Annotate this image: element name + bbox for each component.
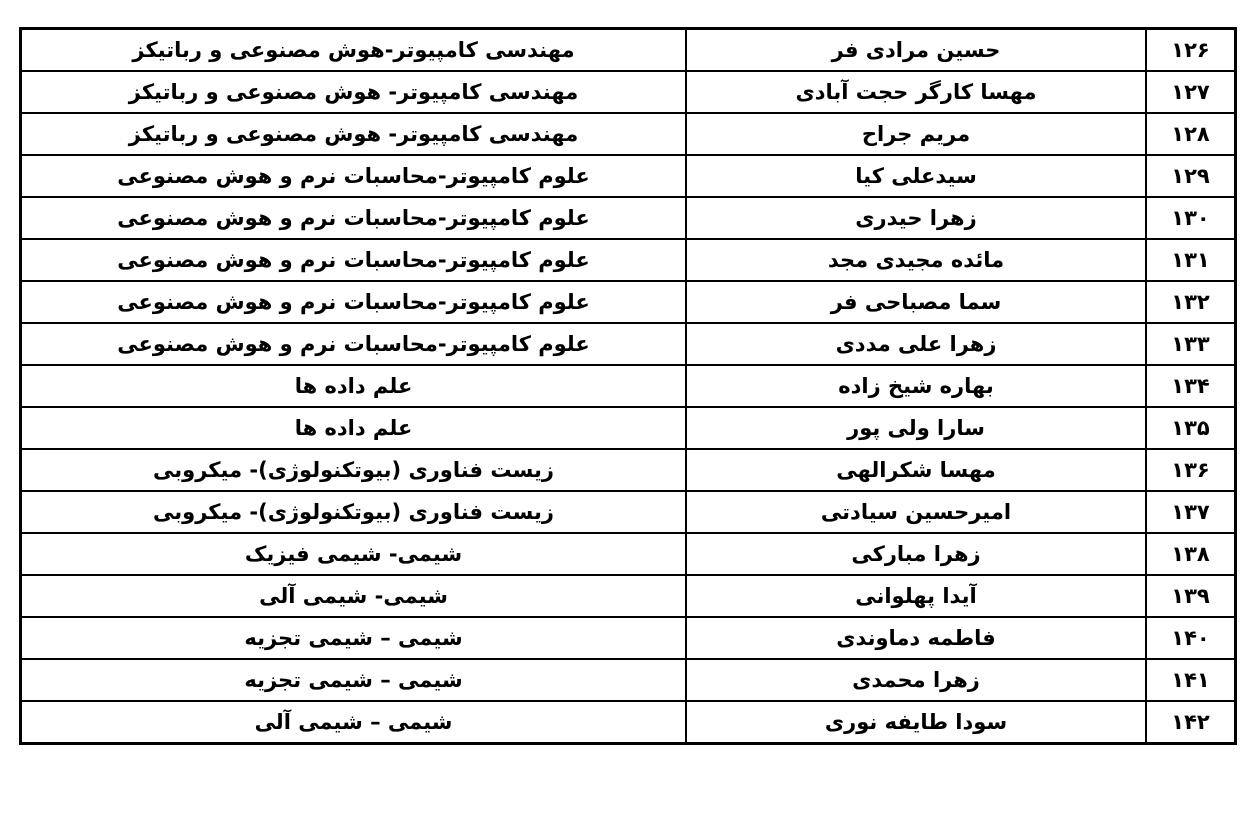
- row-number-cell: ۱۲۸: [1146, 113, 1236, 155]
- field-of-study-cell: علوم کامپیوتر-محاسبات نرم و هوش مصنوعی: [21, 197, 687, 239]
- table-row: [21, 365, 1236, 407]
- table-row: [21, 239, 1236, 281]
- table-row: [21, 575, 1236, 617]
- field-of-study-cell: علوم کامپیوتر-محاسبات نرم و هوش مصنوعی: [21, 281, 687, 323]
- table-row: [21, 281, 1236, 323]
- row-number-cell: ۱۴۱: [1146, 659, 1236, 701]
- student-table: [19, 27, 1237, 745]
- row-number-cell: ۱۳۵: [1146, 407, 1236, 449]
- table-body: [21, 29, 1236, 744]
- field-of-study-cell: علم داده ها: [21, 407, 687, 449]
- table-row: [21, 113, 1236, 155]
- field-of-study-cell: علوم کامپیوتر-محاسبات نرم و هوش مصنوعی: [21, 239, 687, 281]
- student-name-cell: مائده مجیدی مجد: [686, 239, 1146, 281]
- table-row: [21, 71, 1236, 113]
- row-number-cell: ۱۲۶: [1146, 29, 1236, 72]
- student-name-cell: زهرا حیدری: [686, 197, 1146, 239]
- table-row: [21, 491, 1236, 533]
- field-of-study-cell: علم داده ها: [21, 365, 687, 407]
- student-name-cell: سودا طایفه نوری: [686, 701, 1146, 744]
- field-of-study-cell: مهندسی کامپیوتر-هوش مصنوعی و رباتیکز: [21, 29, 687, 72]
- table-row: [21, 407, 1236, 449]
- row-number-cell: ۱۳۶: [1146, 449, 1236, 491]
- field-of-study-cell: زیست فناوری (بیوتکنولوژی)- میکروبی: [21, 491, 687, 533]
- field-of-study-cell: شیمی – شیمی آلی: [21, 701, 687, 744]
- row-number-cell: ۱۴۰: [1146, 617, 1236, 659]
- field-of-study-cell: شیمی – شیمی تجزیه: [21, 659, 687, 701]
- student-name-cell: سیدعلی کیا: [686, 155, 1146, 197]
- student-name-cell: مهسا شکرالهی: [686, 449, 1146, 491]
- student-name-cell: زهرا محمدی: [686, 659, 1146, 701]
- table-row: [21, 155, 1236, 197]
- field-of-study-cell: علوم کامپیوتر-محاسبات نرم و هوش مصنوعی: [21, 323, 687, 365]
- row-number-cell: ۱۳۴: [1146, 365, 1236, 407]
- student-name-cell: فاطمه دماوندی: [686, 617, 1146, 659]
- table-row: [21, 701, 1236, 744]
- field-of-study-cell: شیمی- شیمی فیزیک: [21, 533, 687, 575]
- table-row: [21, 617, 1236, 659]
- field-of-study-cell: شیمی- شیمی آلی: [21, 575, 687, 617]
- student-name-cell: آیدا پهلوانی: [686, 575, 1146, 617]
- table-row: [21, 449, 1236, 491]
- field-of-study-cell: شیمی – شیمی تجزیه: [21, 617, 687, 659]
- student-name-cell: حسین مرادی فر: [686, 29, 1146, 72]
- row-number-cell: ۱۳۱: [1146, 239, 1236, 281]
- table-row: [21, 29, 1236, 72]
- table-row: [21, 533, 1236, 575]
- student-name-cell: مریم جراح: [686, 113, 1146, 155]
- table-row: [21, 197, 1236, 239]
- student-name-cell: امیرحسین سیادتی: [686, 491, 1146, 533]
- table-row: [21, 323, 1236, 365]
- field-of-study-cell: علوم کامپیوتر-محاسبات نرم و هوش مصنوعی: [21, 155, 687, 197]
- field-of-study-cell: مهندسی کامپیوتر- هوش مصنوعی و رباتیکز: [21, 113, 687, 155]
- row-number-cell: ۱۳۲: [1146, 281, 1236, 323]
- student-name-cell: بهاره شیخ زاده: [686, 365, 1146, 407]
- row-number-cell: ۱۲۹: [1146, 155, 1236, 197]
- student-name-cell: مهسا کارگر حجت آبادی: [686, 71, 1146, 113]
- row-number-cell: ۱۴۲: [1146, 701, 1236, 744]
- row-number-cell: ۱۳۷: [1146, 491, 1236, 533]
- student-name-cell: زهرا مبارکی: [686, 533, 1146, 575]
- row-number-cell: ۱۳۳: [1146, 323, 1236, 365]
- row-number-cell: ۱۳۰: [1146, 197, 1236, 239]
- row-number-cell: ۱۲۷: [1146, 71, 1236, 113]
- row-number-cell: ۱۳۹: [1146, 575, 1236, 617]
- student-name-cell: زهرا علی مددی: [686, 323, 1146, 365]
- roster-sheet: [19, 27, 1237, 745]
- row-number-cell: ۱۳۸: [1146, 533, 1236, 575]
- table-row: [21, 659, 1236, 701]
- student-name-cell: سارا ولی پور: [686, 407, 1146, 449]
- field-of-study-cell: زیست فناوری (بیوتکنولوژی)- میکروبی: [21, 449, 687, 491]
- student-name-cell: سما مصباحی فر: [686, 281, 1146, 323]
- field-of-study-cell: مهندسی کامپیوتر- هوش مصنوعی و رباتیکز: [21, 71, 687, 113]
